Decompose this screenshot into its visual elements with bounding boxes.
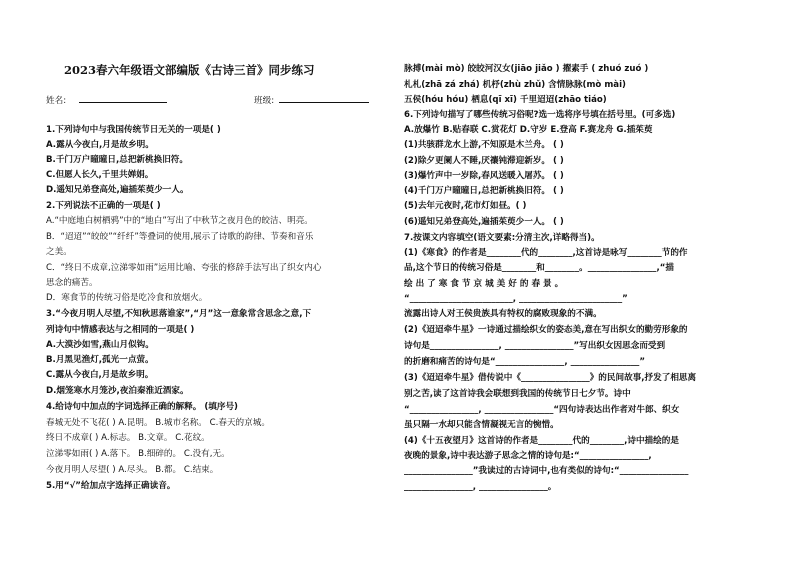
q6-item-5: (5)去年元夜时,花市灯如昼。( ) [404, 201, 527, 211]
q4-row-4: 今夜月明人尽望( ) A.尽头。 B.都。 C.结束。 [46, 465, 219, 475]
page-title: 2023春六年级语文部编版《古诗三首》同步练习 [64, 63, 315, 77]
q7-part4-line2: 夜晚的景象,诗中表达游子思念之情的诗句是:“________________, [404, 451, 652, 461]
name-label: 姓名: [46, 96, 67, 106]
q1-option-d: D.遥知兄弟登高处,遍插茱萸少一人。 [46, 185, 189, 195]
q6-item-6: (6)遥知兄弟登高处,遍插茱萸少一人。 ( ) [404, 217, 564, 227]
q6-item-1: (1)共骇群龙水上游,不知原是木兰舟。 ( ) [404, 140, 564, 150]
q7-part1-line2: 品,这个节日的传统习俗是________和________。________________,“描 [404, 263, 674, 273]
q7-part1-line5: 流露出诗人对王侯贵族具有特权的腐败现象的不满。 [404, 309, 602, 319]
name-blank[interactable] [79, 93, 167, 103]
q3-option-d: D.烟笼寒水月笼沙,夜泊秦淮近酒家。 [46, 386, 189, 396]
question-5: 5.用“√”给加点字选择正确读音。 [46, 481, 176, 491]
q7-part1-line3: 绘 出 了 寒 食 节 京 城 美 好 的 春 景 。 [404, 279, 564, 289]
question-2: 2.下列说法不正确的一项是( ) [46, 201, 161, 211]
question-3: 3.“今夜月明人尽望,不知秋思落谁家”,“月”这一意象常含思念之意,下 [46, 309, 312, 319]
q6-item-2: (2)除夕更阑人不睡,厌禳钝滞迎新岁。 ( ) [404, 156, 564, 166]
question-6: 6.下列诗句描写了哪些传统习俗呢?选一选将序号填在括号里。(可多选) [404, 110, 676, 120]
q7-part1-line4: “________________________, ________________________” [404, 294, 628, 304]
q4-row-1: 春城无处不飞花( ) A.昆明。 B.城市名称。 C.春天的京城。 [46, 418, 270, 428]
q7-part2-line1: (2)《迢迢牵牛星》一诗通过描绘织女的姿态美,意在写出织女的勤劳形象的 [404, 325, 688, 335]
q2-option-b-cont: 之美。 [46, 247, 72, 257]
q6-item-4: (4)千门万户曈曈日,总把新桃换旧符。 ( ) [404, 186, 564, 196]
q2-option-d: D．寒食节的传统习俗是吃冷食和放烟火。 [46, 293, 208, 303]
q3-option-b: B.月黑见渔灯,孤光一点萤。 [46, 355, 154, 365]
pinyin-row-1: 脉搏(mài mò) 皎皎河汉女(jiāo jiǎo ) 擢素手 ( zhuó zuó ) [404, 64, 649, 74]
q2-option-c: C．“终日不成章,泣涕零如雨”运用比喻、夸张的修辞手法写出了织女内心 [46, 263, 322, 273]
q7-part3-line4: 虽只隔一水却只能含情凝视无言的惋惜。 [404, 420, 559, 430]
q2-option-b: B．“迢迢”“皎皎”“纤纤”等叠词的使用,展示了诗歌的韵律、节奏和音乐 [46, 232, 314, 242]
q7-part3-line2: 别之苦,读了这首诗我会联想到我国的传统节日七夕节。诗中 [404, 389, 631, 399]
q6-item-3: (3)爆竹声中一岁除,春风送暖入屠苏。 ( ) [404, 171, 564, 181]
class-label: 班级: [254, 96, 275, 106]
question-7: 7.按课文内容填空(语文要素:分清主次,详略得当)。 [404, 233, 600, 243]
q3-option-a: A.大漠沙如雪,燕山月似钩。 [46, 340, 154, 350]
q6-options: A.放爆竹 B.贴春联 C.赏花灯 D.守岁 E.登高 F.赛龙舟 G.插茱萸 [404, 125, 653, 135]
q1-option-a: A.露从今夜白,月是故乡明。 [46, 140, 154, 150]
q7-part4-line1: (4)《十五夜望月》这首诗的作者是________代的________,诗中描绘的是 [404, 436, 679, 446]
q7-part2-line2: 诗句是________________, ________________”写出织女因思念而受到 [404, 341, 666, 351]
name-field [46, 93, 167, 107]
q7-part3-line1: (3)《迢迢牵牛星》借传说中《________________》的民间故事,抒发了相思离 [404, 373, 697, 383]
q1-option-c: C.但愿人长久,千里共婵娟。 [46, 170, 154, 180]
q2-option-a: A.“中庭地白树栖鸦”中的“地白”写出了中秋节之夜月色的皎洁、明亮。 [46, 216, 313, 226]
q7-part4-line3: ________________”我读过的古诗词中,也有类似的诗句:“________________ [404, 466, 689, 476]
q7-part1-line1: (1)《寒食》的作者是________代的________,这首诗是咏写________节的作 [404, 248, 688, 258]
q2-option-c-cont: 思念的痛苦。 [46, 278, 98, 288]
pinyin-row-2: 札札(zhā zá zhá) 机杼(zhù zhǔ) 含情脉脉(mò mài) [404, 80, 626, 90]
q1-option-b: B.千门万户曈曈日,总把新桃换旧符。 [46, 155, 188, 165]
q3-option-c: C.露从今夜白,月是故乡明。 [46, 370, 154, 380]
question-4: 4.给诗句中加点的字词选择正确的解释。 (填序号) [46, 402, 238, 412]
question-1: 1.下列诗句中与我国传统节日无关的一项是( ) [46, 125, 221, 135]
q7-part4-line4: ________________, ________________。 [404, 482, 557, 492]
class-blank[interactable] [279, 93, 369, 103]
q7-part3-line3: “________________, ________________“四句诗表达出作者对牛郎、织女 [404, 405, 680, 415]
q7-part2-line3: 的折磨和痛苦的诗句是“________________, ________________” [404, 357, 645, 367]
q4-row-2: 终日不成章( ) A.标志。 B.文章。 C.花纹。 [46, 433, 210, 443]
pinyin-row-3: 五侯(hóu hóu) 栖息(qī xī) 千里迢迢(zhāo tiáo) [404, 95, 607, 105]
q4-row-3: 泣涕零如雨( ) A.落下。 B.细碎的。 C.没有,无。 [46, 449, 230, 459]
class-field [254, 93, 369, 107]
question-3-cont: 列诗句中情感表达与之相同的一项是( ) [46, 325, 195, 335]
